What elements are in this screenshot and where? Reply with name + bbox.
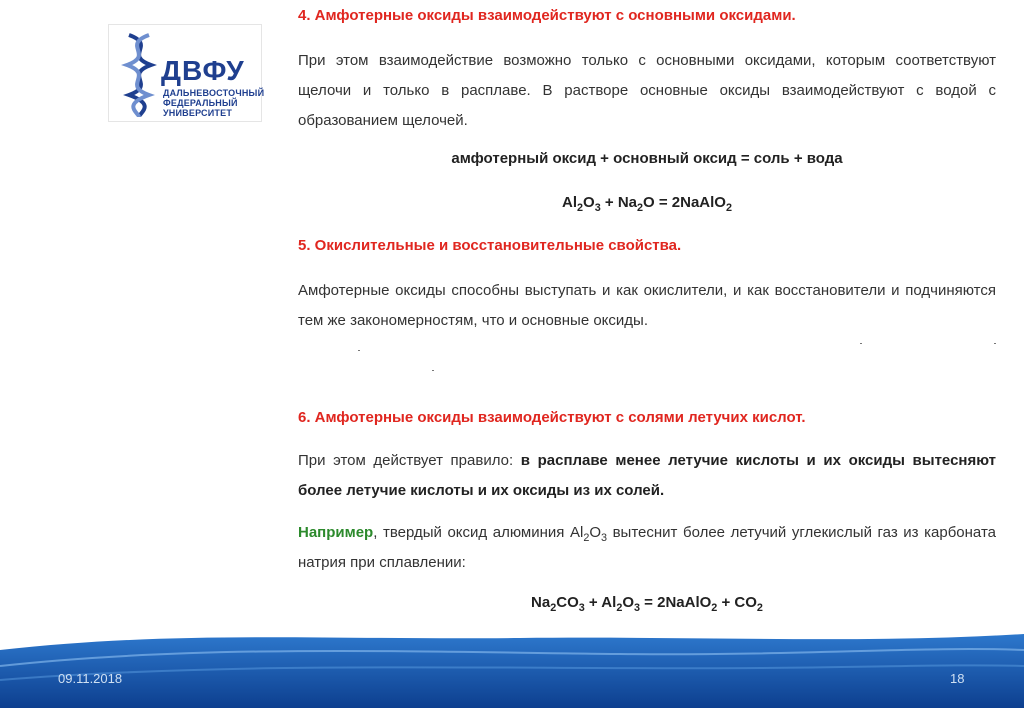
section-4-paragraph: При этом взаимодействие возможно только с основными оксидами, которым соответствуют щелочи и только в расплаве. В растворе основные оксиды взаимодействуют с водой с образованием щелочей.: [298, 52, 996, 129]
logo-line-1: ДАЛЬНЕВОСТОЧНЫЙ: [163, 88, 265, 98]
example-text-a: , твердый оксид алюминия Al: [373, 524, 584, 541]
equation-1: $Al_2O_3 + Na_2O$ = 2NaAlO$_2$: [562, 194, 732, 214]
section-5-heading: 5. Окислительные и восстановительные свойства.: [298, 237, 682, 254]
logo-line-2: ФЕДЕРАЛЬНЫЙ: [163, 98, 238, 108]
section-6-example: Например, твердый оксид алюминия $Al_2O_3$ вытеснит более летучий углекислый газ из карбоната натрия при сплавлении:: [298, 524, 996, 571]
equation-2: $Na_2CO_3 + Al_2O_3$ = 2NaAlO$_2$ + $CO_2$: [531, 594, 763, 614]
scan-artifact: [432, 370, 434, 371]
logo-line-3: УНИВЕРСИТЕТ: [163, 108, 233, 118]
footer-wave: [0, 630, 1024, 708]
section-4-heading: 4. Амфотерные оксиды взаимодействуют с основными оксидами.: [298, 7, 796, 24]
slide-number: 18: [950, 671, 965, 686]
example-label: Например: [298, 524, 374, 541]
rule-bold: в расплаве менее летучие кислоты и их оксиды вытесняют более летучие кислоты и их оксиды из их солей.: [298, 452, 997, 499]
example-text-b: O: [589, 524, 601, 541]
rule-intro: При этом действует правило:: [298, 452, 521, 469]
scan-artifact: [860, 343, 862, 344]
section-6-rule: [298, 446, 996, 506]
university-logo: [108, 24, 265, 122]
section-5-paragraph: Амфотерные оксиды способны выступать и как окислители, и как восстановители и подчиняются тем же закономерностям, что и основные оксиды.: [298, 282, 996, 329]
section-6-heading: 6. Амфотерные оксиды взаимодействуют с солями летучих кислот.: [298, 409, 806, 426]
example-text-c: вытеснит более летучий углекислый газ из карбоната натрия при сплавлении:: [298, 524, 996, 571]
scan-artifact: [358, 350, 360, 351]
scan-artifact: [994, 343, 996, 344]
reaction-scheme: амфотерный оксид + основный оксид = соль + вода: [451, 150, 843, 167]
footer-date: 09.11.2018: [58, 671, 123, 686]
logo-title: ДВФУ: [161, 55, 245, 86]
